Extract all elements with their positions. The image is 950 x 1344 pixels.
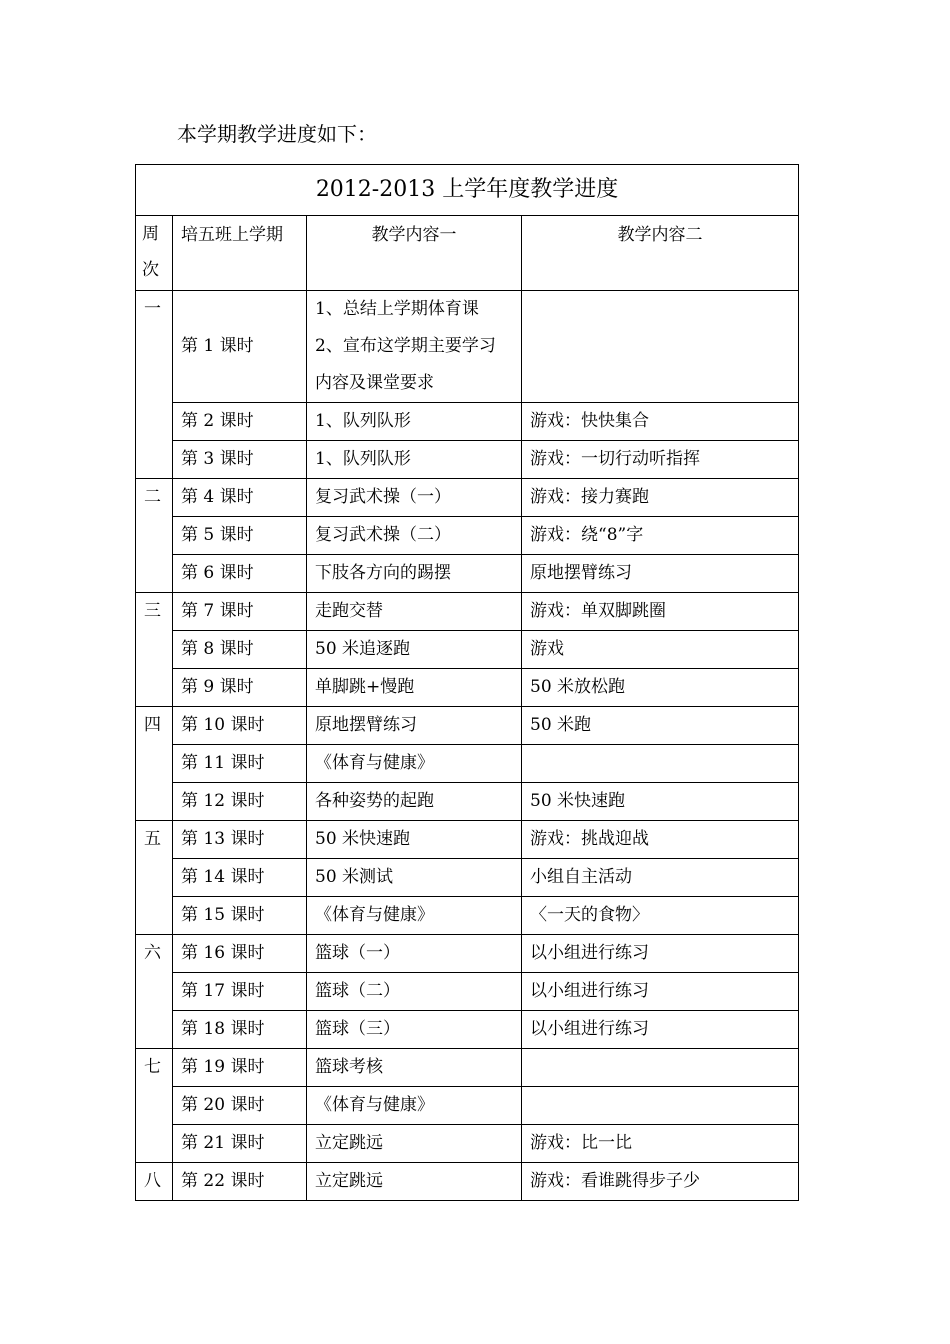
table-row [136, 631, 799, 669]
lesson-cell: 第 5 课时 [173, 517, 307, 555]
content-two-cell: 游戏：绕“8”字 [522, 517, 799, 555]
week-cell: 八 [136, 1163, 173, 1201]
content-one-cell [307, 291, 522, 403]
week-cell: 五 [136, 821, 173, 935]
table-row [136, 403, 799, 441]
content-one-cell: 篮球（二） [307, 973, 522, 1011]
lesson-cell: 第 14 课时 [173, 859, 307, 897]
table-row [136, 707, 799, 745]
content-two-cell: 游戏：快快集合 [522, 403, 799, 441]
lesson-cell: 第 22 课时 [173, 1163, 307, 1201]
week-cell: 七 [136, 1049, 173, 1163]
content-two-cell [522, 291, 799, 403]
table-row [136, 1163, 799, 1201]
content-two-cell: 50 米跑 [522, 707, 799, 745]
lesson-cell: 第 18 课时 [173, 1011, 307, 1049]
header-lesson: 培五班上学期 [173, 216, 307, 291]
content-one-cell: 单脚跳+慢跑 [307, 669, 522, 707]
table-row [136, 479, 799, 517]
header-week [136, 216, 173, 291]
content-two-cell: 游戏：挑战迎战 [522, 821, 799, 859]
lesson-cell: 第 15 课时 [173, 897, 307, 935]
lesson-cell: 第 2 课时 [173, 403, 307, 441]
lesson-cell: 第 12 课时 [173, 783, 307, 821]
lesson-cell: 第 17 课时 [173, 973, 307, 1011]
content-one-line: 1、总结上学期体育课 [315, 299, 479, 319]
header-content-one: 教学内容一 [307, 216, 522, 291]
content-two-cell: 以小组进行练习 [522, 935, 799, 973]
content-one-cell: 《体育与健康》 [307, 745, 522, 783]
table-row [136, 593, 799, 631]
content-two-cell: 原地摆臂练习 [522, 555, 799, 593]
table-row [136, 441, 799, 479]
content-one-cell: 立定跳远 [307, 1125, 522, 1163]
table-row [136, 669, 799, 707]
intro-text: 本学期教学进度如下： [177, 122, 377, 146]
content-one-cell: 50 米测试 [307, 859, 522, 897]
content-one-line: 2、宣布这学期主要学习 [315, 336, 496, 356]
content-two-cell: 游戏：看谁跳得步子少 [522, 1163, 799, 1201]
table-row [136, 821, 799, 859]
header-week-line-1: 周 [142, 224, 159, 244]
content-two-cell: 游戏：接力赛跑 [522, 479, 799, 517]
table-row [136, 897, 799, 935]
content-two-cell: 以小组进行练习 [522, 973, 799, 1011]
week-cell: 三 [136, 593, 173, 707]
content-one-cell: 1、队列队形 [307, 403, 522, 441]
week-cell: 六 [136, 935, 173, 1049]
schedule-table [135, 164, 799, 1201]
lesson-cell: 第 10 课时 [173, 707, 307, 745]
content-two-cell: 50 米放松跑 [522, 669, 799, 707]
content-one-cell: 立定跳远 [307, 1163, 522, 1201]
content-one-cell: 篮球（一） [307, 935, 522, 973]
lesson-cell: 第 6 课时 [173, 555, 307, 593]
content-one-cell: 50 米快速跑 [307, 821, 522, 859]
content-two-cell: 游戏：一切行动听指挥 [522, 441, 799, 479]
table-title-row [136, 165, 799, 216]
lesson-cell: 第 11 课时 [173, 745, 307, 783]
content-two-cell [522, 1087, 799, 1125]
content-two-cell [522, 745, 799, 783]
table-row [136, 1087, 799, 1125]
lesson-cell: 第 3 课时 [173, 441, 307, 479]
content-one-cell: 50 米追逐跑 [307, 631, 522, 669]
content-two-cell: 游戏：单双脚跳圈 [522, 593, 799, 631]
table-row [136, 517, 799, 555]
content-two-cell: 50 米快速跑 [522, 783, 799, 821]
content-one-cell: 各种姿势的起跑 [307, 783, 522, 821]
header-week-line-2: 次 [142, 260, 159, 280]
content-one-cell: 《体育与健康》 [307, 1087, 522, 1125]
content-one-cell: 下肢各方向的踢摆 [307, 555, 522, 593]
content-one-cell: 走跑交替 [307, 593, 522, 631]
week-cell: 二 [136, 479, 173, 593]
content-one-cell: 复习武术操（二） [307, 517, 522, 555]
table-row [136, 973, 799, 1011]
lesson-cell: 第 8 课时 [173, 631, 307, 669]
table-row [136, 1049, 799, 1087]
table-title: 2012-2013 上学年度教学进度 [136, 165, 799, 216]
lesson-cell: 第 1 课时 [173, 291, 307, 403]
table-row [136, 745, 799, 783]
table-row [136, 1011, 799, 1049]
week-cell: 一 [136, 291, 173, 479]
lesson-cell: 第 9 课时 [173, 669, 307, 707]
content-two-cell [522, 1049, 799, 1087]
content-two-cell: 游戏：比一比 [522, 1125, 799, 1163]
lesson-cell: 第 20 课时 [173, 1087, 307, 1125]
content-one-cell: 1、队列队形 [307, 441, 522, 479]
table-header-row [136, 216, 799, 291]
table-row [136, 783, 799, 821]
content-one-cell: 复习武术操（一） [307, 479, 522, 517]
table-row [136, 291, 799, 403]
content-one-cell: 篮球考核 [307, 1049, 522, 1087]
lesson-cell: 第 16 课时 [173, 935, 307, 973]
content-one-cell: 《体育与健康》 [307, 897, 522, 935]
table-row [136, 555, 799, 593]
table-row [136, 935, 799, 973]
table-row [136, 1125, 799, 1163]
content-two-cell: 小组自主活动 [522, 859, 799, 897]
content-one-cell: 篮球（三） [307, 1011, 522, 1049]
lesson-cell: 第 7 课时 [173, 593, 307, 631]
lesson-cell: 第 4 课时 [173, 479, 307, 517]
content-one-cell: 原地摆臂练习 [307, 707, 522, 745]
content-two-cell: 以小组进行练习 [522, 1011, 799, 1049]
header-content-two: 教学内容二 [522, 216, 799, 291]
lesson-cell: 第 13 课时 [173, 821, 307, 859]
content-two-cell: 〈一天的食物〉 [522, 897, 799, 935]
table-row [136, 859, 799, 897]
content-one-line: 内容及课堂要求 [315, 373, 434, 393]
lesson-cell: 第 19 课时 [173, 1049, 307, 1087]
lesson-cell: 第 21 课时 [173, 1125, 307, 1163]
week-cell: 四 [136, 707, 173, 821]
content-two-cell: 游戏 [522, 631, 799, 669]
